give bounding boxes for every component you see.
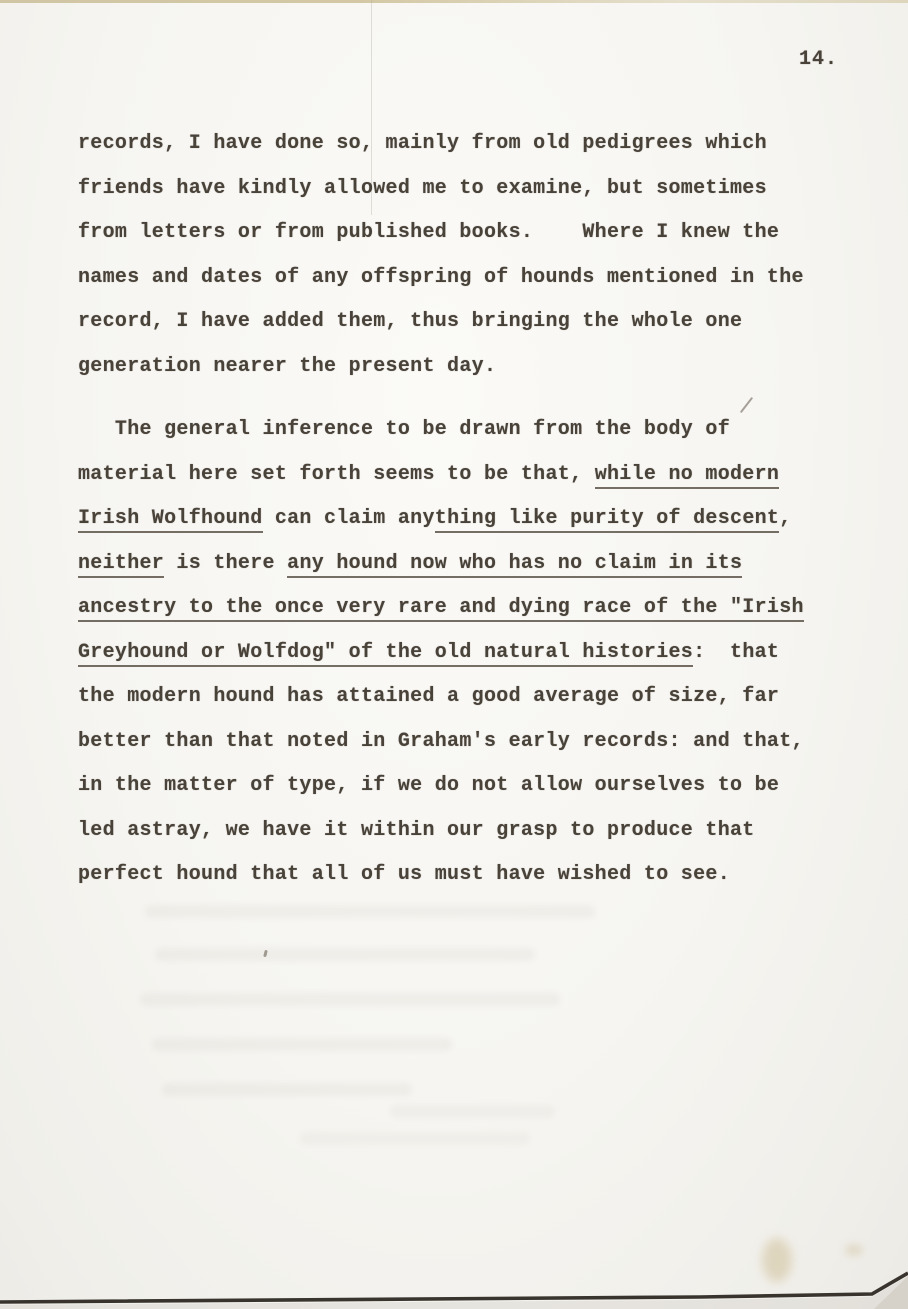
text-line [78,167,848,212]
text-line [78,809,848,854]
underlined-text: thing like purity of descent [435,507,779,533]
text-line [78,675,848,720]
underlined-text: ancestry to the once very rare and dying race of the "Irish [78,596,804,622]
underlined-text: Greyhound or Wolfdog" of the old natural histories [78,641,693,667]
text-segment: is there [164,551,288,575]
ghost-showthrough [140,993,560,1006]
ghost-showthrough [390,1105,555,1118]
page-number: 14. [799,48,839,71]
paragraph [78,408,848,898]
paragraph [78,122,848,389]
underlined-text: neither [78,552,164,578]
typewritten-text [78,122,848,898]
text-segment: perfect hound that all of us must have wished to see. [78,863,731,886]
text-segment: can claim any [262,507,435,530]
ghost-showthrough [152,1038,452,1051]
text-line [78,764,848,809]
text-segment: friends have kindly allowed me to examine, but sometimes [78,176,767,200]
text-segment: better than that noted in Graham's early records: and that, [78,729,804,753]
text-line [78,631,848,676]
text-line [78,720,848,765]
underlined-text: any hound now who has no claim in its [287,552,742,578]
scan-top-edge [0,0,908,3]
text-line [78,853,848,898]
paper-stain [845,1244,863,1256]
text-line [78,497,848,542]
text-segment: records, I have done so, mainly from old pedigrees which [78,132,767,155]
ghost-showthrough [162,1083,412,1096]
text-segment: names and dates of any offspring of hounds mentioned in the [78,265,804,289]
text-segment: : that [693,640,780,664]
text-segment: record, I have added them, thus bringing the whole one [78,310,743,333]
ghost-showthrough [145,905,595,918]
ghost-showthrough [300,1132,530,1145]
text-line [78,122,848,167]
paper-stain [762,1238,792,1282]
text-line [78,256,848,301]
text-segment: , [779,507,792,530]
text-segment: material here set forth seems to be that, [78,462,595,486]
text-line [78,586,848,631]
text-line [78,408,848,453]
underlined-text: Irish Wolfhound [78,507,263,533]
text-segment: led astray, we have it within our grasp to produce that [78,818,755,842]
text-segment: generation nearer the present day. [78,354,497,378]
text-segment: The general inference to be drawn from the body of [78,418,731,441]
text-line [78,542,848,587]
text-line [78,300,848,345]
ghost-showthrough [155,948,535,961]
underlined-text: while no modern [595,463,780,489]
text-line [78,345,848,390]
text-segment: from letters or from published books. Where I knew the [78,221,780,244]
text-segment: the modern hound has attained a good average of size, far [78,685,780,708]
text-segment: in the matter of type, if we do not allow ourselves to be [78,774,780,797]
text-line [78,211,848,256]
text-line [78,453,848,498]
